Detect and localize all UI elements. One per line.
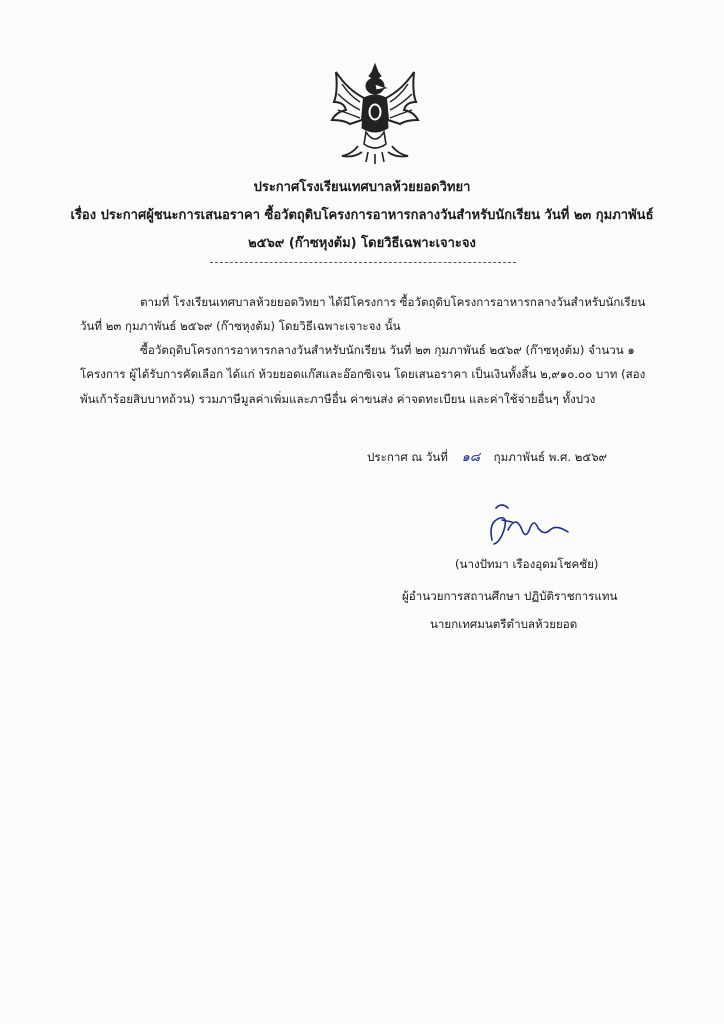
paragraph-1-line-1: ตามที่ โรงเรียนเทศบาลห้วยยอดวิทยา ได้มีโครงการ ซื้อวัตถุดิบโครงการอาหารกลางวันสำหรับนักเรียน [140, 295, 646, 309]
garuda-emblem-icon [328, 62, 422, 166]
date-suffix: กุมภาพันธ์ พ.ศ. ๒๕๖๙ [493, 450, 608, 464]
date-prefix: ประกาศ ณ วันที่ [367, 450, 448, 464]
announcement-date [367, 446, 607, 467]
signer-position-acting: นายกเทศมนตรีตำบลห้วยยอด [430, 617, 578, 631]
announcement-title: ประกาศโรงเรียนเทศบาลห้วยยอดวิทยา [253, 180, 471, 195]
signer-position: ผู้อำนวยการสถานศึกษา ปฏิบัติราชการแทน [402, 589, 618, 603]
subject-line-2: ๒๕๖๙ (ก๊าซหุงต้ม) โดยวิธีเฉพาะเจาะจง [248, 236, 476, 251]
paragraph-2-line-3: พันเก้าร้อยสิบบาทถ้วน) รวมภาษีมูลค่าเพิ่มและภาษีอื่น ค่าขนส่ง ค่าจดทะเบียน และค่าใช้จ่ายอื่นๆ ทั้งปวง [80, 392, 596, 406]
handwritten-signature [482, 500, 572, 550]
dashed-divider [210, 262, 516, 263]
date-day-handwritten: ๑๘ [461, 450, 480, 465]
subject-line-1: เรื่อง ประกาศผู้ชนะการเสนอราคา ซื้อวัตถุดิบโครงการอาหารกลางวันสำหรับนักเรียน วันที่ ๒๓ กุมภาพันธ์ [70, 208, 654, 223]
paragraph-2-line-2: โครงการ ผู้ได้รับการคัดเลือก ได้แก่ ห้วยยอดแก๊สและอ๊อกซิเจน โดยเสนอราคา เป็นเงินทั้งสิ้น ๒,๙๑๐.๐๐ บาท (สอง [80, 367, 646, 381]
signer-name: (นางปัทมา เรืองอุดมโชคชัย) [455, 557, 599, 571]
paragraph-2-line-1: ซื้อวัตถุดิบโครงการอาหารกลางวันสำหรับนักเรียน วันที่ ๒๓ กุมภาพันธ์ ๒๕๖๙ (ก๊าซหุงต้ม) จำนวน ๑ [140, 343, 635, 357]
paragraph-1-line-2: วันที่ ๒๓ กุมภาพันธ์ ๒๕๖๙ (ก๊าซหุงต้ม) โดยวิธีเฉพาะเจาะจง นั้น [80, 319, 401, 333]
